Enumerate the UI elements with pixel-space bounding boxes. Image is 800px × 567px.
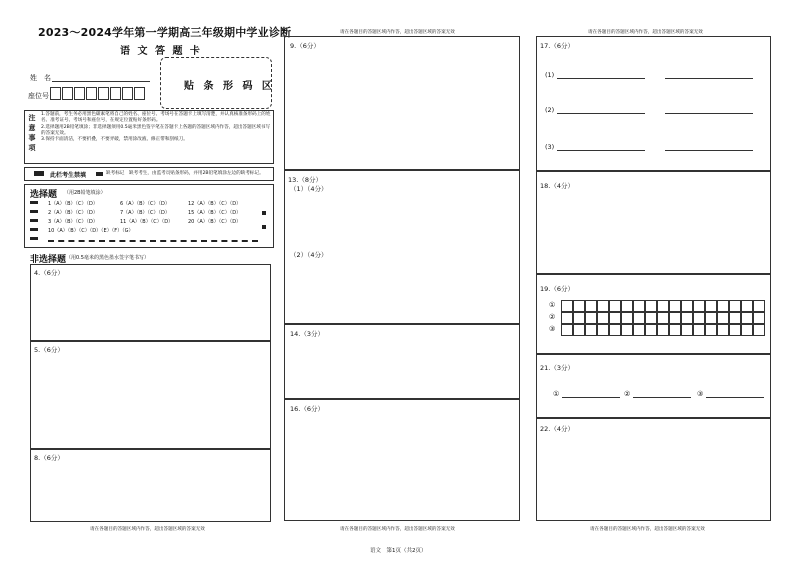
q19-row-label: ② — [549, 313, 556, 321]
column3-footer-note: 请在各题目的答题区域内作答，超出答题区域的答案无效 — [590, 527, 705, 532]
q19-grid-cell[interactable] — [693, 312, 705, 324]
choice-item[interactable]: 10（A）（B）（C）（D）（E）（F）（G） — [48, 228, 134, 234]
q19-grid-cell[interactable] — [705, 312, 717, 324]
side-mark — [262, 225, 266, 229]
answer-line[interactable] — [557, 78, 645, 79]
q19-grid-cell[interactable] — [609, 300, 621, 312]
q17-1-label: (1) — [545, 71, 555, 79]
column2-footer-note: 请在各题目的答题区域内作答，超出答题区域的答案无效 — [340, 527, 455, 532]
q19-grid-cell[interactable] — [585, 300, 597, 312]
choice-item[interactable]: 12（A）（B）（C）（D） — [188, 201, 242, 207]
q19-grid-cell[interactable] — [681, 312, 693, 324]
q19-label: 19.（6分） — [540, 285, 574, 293]
q13-label: 13.（8分） — [288, 176, 322, 184]
answer-box-q8[interactable] — [30, 449, 271, 522]
notice-line: 2.选择题用2B铅笔填涂；非选择题须用0.5毫米黑色签字笔在答题卡上各题的答题区域内作答，超出答题区域书写的答案无效。 — [41, 124, 271, 136]
q16-label: 16.（6分） — [290, 405, 324, 413]
q19-row-label: ① — [549, 301, 556, 309]
q19-grid-cell[interactable] — [573, 324, 585, 336]
timing-mark — [30, 210, 38, 213]
answer-line[interactable] — [665, 150, 753, 151]
q19-grid-cell[interactable] — [729, 312, 741, 324]
q19-grid-cell[interactable] — [633, 312, 645, 324]
choice-section — [24, 184, 274, 248]
q21-mark-3: ③ — [697, 390, 704, 398]
column1-footer-note: 请在各题目的答题区域内作答，超出答题区域的答案无效 — [90, 527, 205, 532]
q17-2-label: (2) — [545, 106, 555, 114]
answer-box-q9[interactable] — [284, 36, 520, 170]
answer-box-q16[interactable] — [284, 399, 520, 521]
seat-cell[interactable] — [122, 87, 133, 100]
q19-grid-cell[interactable] — [741, 312, 753, 324]
timing-mark — [30, 219, 38, 222]
notice-text — [41, 112, 271, 143]
answer-line[interactable] — [557, 113, 645, 114]
q17-3-label: (3) — [545, 143, 555, 151]
seat-cell[interactable] — [74, 87, 85, 100]
q13-1-label: （1）（4分） — [290, 185, 328, 193]
column2-header-note: 请在各题目的答题区域内作答，超出答题区域的答案无效 — [340, 30, 455, 35]
q19-grid-cell[interactable] — [705, 300, 717, 312]
q19-grid-cell[interactable] — [753, 312, 765, 324]
q19-grid-cell[interactable] — [669, 324, 681, 336]
column3-header-note: 请在各题目的答题区域内作答，超出答题区域的答案无效 — [588, 30, 703, 35]
choice-item[interactable]: 1（A）（B）（C）（D） — [48, 201, 98, 207]
choice-item[interactable]: 11（A）（B）（C）（D） — [120, 219, 174, 225]
notice-line: 1.答题前，考生务必用黑色碳素笔将自己的姓名、座位号、考场号在答题卡上填写清楚，并认真核准条形码上的姓名、准考证号、考场号和座位号，在规定位置贴好条形码。 — [41, 112, 271, 124]
choice-item[interactable]: 20（A）（B）（C）（D） — [188, 219, 242, 225]
q22-label: 22.（4分） — [540, 425, 574, 433]
q19-grid-cell[interactable] — [741, 300, 753, 312]
q19-grid-cell[interactable] — [597, 300, 609, 312]
page-number: 语文 第1页（共2页） — [370, 548, 427, 554]
q19-grid-cell[interactable] — [561, 312, 573, 324]
q19-grid-cell[interactable] — [573, 300, 585, 312]
seat-cell[interactable] — [98, 87, 109, 100]
q8-label: 8.（6分） — [34, 454, 64, 462]
q19-grid-cell[interactable] — [561, 300, 573, 312]
q19-grid-cell[interactable] — [693, 300, 705, 312]
absent-note — [106, 170, 271, 177]
q19-grid-cell[interactable] — [633, 300, 645, 312]
choice-item[interactable]: 7（A）（B）（C）（D） — [120, 210, 170, 216]
q19-grid-cell[interactable] — [669, 300, 681, 312]
seat-cell[interactable] — [134, 87, 145, 100]
q14-label: 14.（3分） — [290, 330, 324, 338]
q21-label: 21.（3分） — [540, 364, 574, 372]
notice-line: 3.保持卡面清洁，不要折叠，不要弄破，禁用涂改液、修正带和刮纸刀。 — [41, 137, 188, 143]
choice-item[interactable]: 6（A）（B）（C）（D） — [120, 201, 170, 207]
answer-box-q4[interactable] — [30, 264, 271, 341]
timing-mark — [30, 237, 38, 240]
q19-grid-cell[interactable] — [753, 324, 765, 336]
seat-label: 座位号 — [28, 92, 49, 100]
barcode-label: 贴 条 形 码 区 — [184, 81, 275, 92]
q4-label: 4.（6分） — [34, 269, 64, 277]
choice-item[interactable]: 15（A）（B）（C）（D） — [188, 210, 242, 216]
timing-mark — [30, 228, 38, 231]
q5-label: 5.（6分） — [34, 346, 64, 354]
q19-grid-cell[interactable] — [597, 324, 609, 336]
q19-row-label: ③ — [549, 325, 556, 333]
answer-box-q22[interactable] — [536, 418, 771, 521]
q19-grid-cell[interactable] — [621, 312, 633, 324]
q9-label: 9.（6分） — [290, 42, 320, 50]
nonchoice-note: （用0.5毫米的黑色墨水签字笔书写） — [66, 255, 149, 261]
absent-checkbox[interactable] — [96, 172, 103, 176]
q19-grid-cell[interactable] — [633, 324, 645, 336]
choice-divider — [48, 240, 258, 242]
q19-grid-cell[interactable] — [645, 324, 657, 336]
q19-grid-cell[interactable] — [585, 324, 597, 336]
q13-2-label: （2）（4分） — [290, 251, 328, 259]
q19-grid-cell[interactable] — [621, 300, 633, 312]
q19-grid-cell[interactable] — [717, 300, 729, 312]
q19-grid-cell[interactable] — [657, 300, 669, 312]
q19-grid-cell[interactable] — [681, 300, 693, 312]
q19-grid-cell[interactable] — [729, 324, 741, 336]
q19-grid-cell[interactable] — [717, 312, 729, 324]
q19-grid-cell[interactable] — [573, 312, 585, 324]
absent-mark — [34, 171, 44, 176]
answer-box-q5[interactable] — [30, 341, 271, 449]
exam-title: 2023～2024学年第一学期高三年级期中学业诊断 — [38, 26, 292, 39]
q19-grid-cell[interactable] — [609, 324, 621, 336]
timing-mark — [30, 201, 38, 204]
seat-cell[interactable] — [62, 87, 73, 100]
notice-label: 注意事项 — [28, 114, 36, 152]
seat-cell[interactable] — [86, 87, 97, 100]
nonchoice-title: 非选择题 — [30, 255, 67, 265]
choice-note: （用2B铅笔填涂） — [64, 190, 106, 196]
choice-title: 选择题 — [30, 190, 58, 200]
q19-grid-cell[interactable] — [741, 324, 753, 336]
answer-line[interactable] — [665, 113, 753, 114]
choice-item[interactable]: 3（A）（B）（C）（D） — [48, 219, 98, 225]
answer-line[interactable] — [557, 150, 645, 151]
q21-mark-2: ② — [624, 390, 631, 398]
name-label: 姓 名 — [30, 74, 51, 82]
q17-label: 17.（6分） — [540, 42, 574, 50]
q19-grid-cell[interactable] — [681, 324, 693, 336]
q19-grid-cell[interactable] — [597, 312, 609, 324]
absent-note-text: 缺考考生，由监考员贴条形码，并用2B铅笔填涂左边的缺考标记。 — [129, 171, 264, 176]
absent-label: 此栏考生禁填 — [50, 172, 87, 179]
q19-grid-cell[interactable] — [645, 300, 657, 312]
answer-line[interactable] — [562, 397, 620, 398]
seat-cell[interactable] — [110, 87, 121, 100]
q19-grid-cell[interactable] — [621, 324, 633, 336]
q19-grid-cell[interactable] — [657, 312, 669, 324]
q19-grid-cell[interactable] — [729, 300, 741, 312]
q18-label: 18.（4分） — [540, 182, 574, 190]
q19-grid-cell[interactable] — [645, 312, 657, 324]
q19-grid-cell[interactable] — [657, 324, 669, 336]
q21-mark-1: ① — [553, 390, 560, 398]
q19-grid-cell[interactable] — [669, 312, 681, 324]
q19-grid-cell[interactable] — [561, 324, 573, 336]
choice-item[interactable]: 2（A）（B）（C）（D） — [48, 210, 98, 216]
seat-cell[interactable] — [50, 87, 61, 100]
q19-grid-cell[interactable] — [753, 300, 765, 312]
answer-line[interactable] — [665, 78, 753, 79]
q19-grid-cell[interactable] — [693, 324, 705, 336]
card-title: 语 文 答 题 卡 — [120, 46, 202, 57]
absent-note-prefix: 缺考标记 — [106, 171, 125, 176]
q19-grid-cell[interactable] — [717, 324, 729, 336]
q19-grid-cell[interactable] — [705, 324, 717, 336]
side-mark — [262, 211, 266, 215]
q19-grid-cell[interactable] — [609, 312, 621, 324]
answer-line[interactable] — [706, 397, 764, 398]
name-field[interactable] — [52, 81, 150, 82]
answer-line[interactable] — [633, 397, 691, 398]
q19-grid-cell[interactable] — [585, 312, 597, 324]
answer-box-q13[interactable] — [284, 170, 520, 324]
